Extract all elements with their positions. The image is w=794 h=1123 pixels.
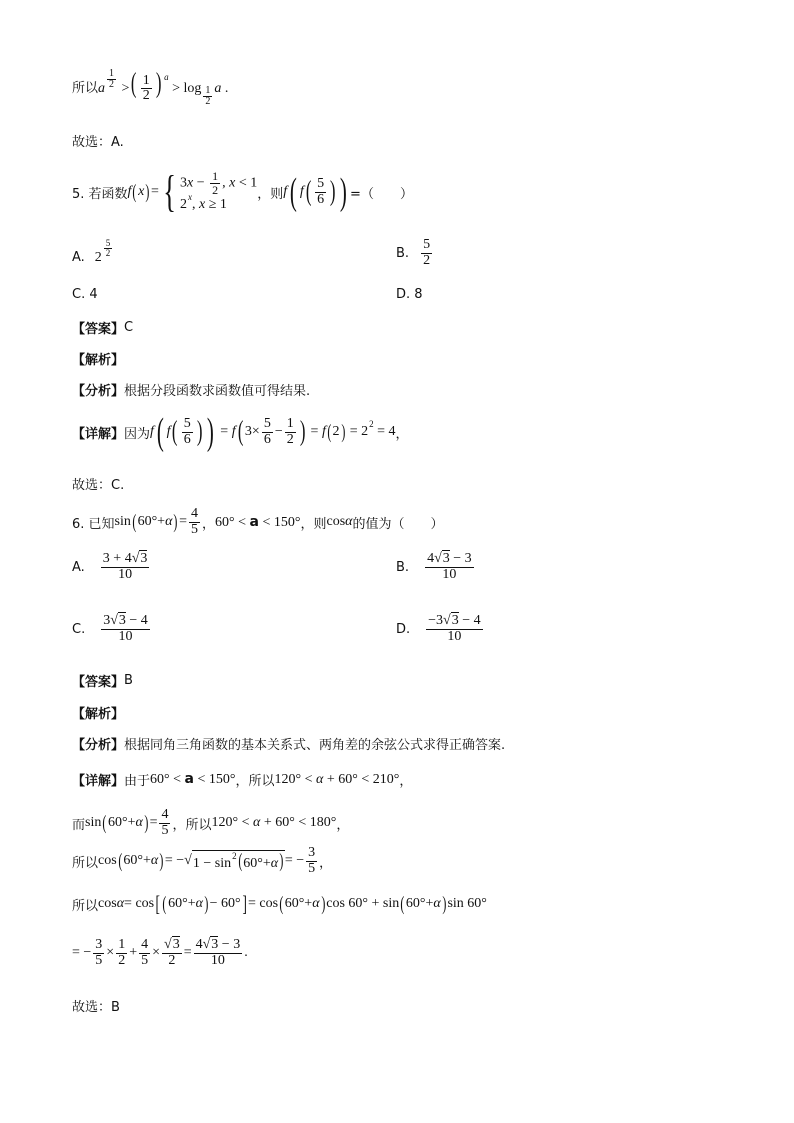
- q5-option-d: D. 8: [396, 287, 423, 302]
- detail-text: 所以: [72, 898, 99, 914]
- detail-prefix: 因为: [124, 426, 151, 442]
- q6-fenxi: [72, 734, 505, 753]
- choose-line: 故选：A.: [72, 135, 124, 150]
- option-letter: A.: [72, 559, 85, 575]
- option-math: $\frac{5}{2}$: [423, 237, 431, 268]
- fenxi-text: 根据同角三角函数的基本关系式、两角差的余弦公式求得正确答案.: [124, 738, 506, 753]
- q6-stem-mid: ，: [202, 516, 216, 532]
- fenxi-tag: 【分析】: [72, 738, 125, 753]
- q5-detail: 【详解】 因为 f ( f ( $\frac{5}{6}$ ) ) = f ( 3× $\frac{5}{6}$ − $\frac{1}{2}$ ) = f ( 2 ) = 2 2 = 4 ，: [72, 411, 409, 453]
- math-expression: a $\frac{1}{2}$ >( $\frac{1}{2}$ ) $^a$ > log $\frac{1}{2}$ a .: [98, 67, 229, 108]
- detail-math: 120° < α + 60° < 180°: [211, 815, 337, 831]
- option-letter: B.: [396, 245, 410, 261]
- detail-math: = − $\frac{3}{5}$ × $\frac{1}{2}$ + $\frac{4}{5}$ × $\frac{√3}{2}$ = $\frac{4√3 - 3}{10}$ .: [72, 937, 248, 968]
- q5-option-c: C. 4: [72, 287, 98, 302]
- q5-choose: 故选：C.: [72, 478, 125, 493]
- option-math: $\frac{3√3 - 4}{10}$: [103, 613, 148, 644]
- detail-math: f ( f ( $\frac{5}{6}$ ) ) = f ( 3× $\frac{5}{6}$ − $\frac{1}{2}$ ) = f ( 2 ) = 2 2 = 4: [150, 411, 396, 453]
- option-math: $\frac{-3√3 - 4}{10}$: [428, 613, 481, 644]
- q6-stem: [72, 507, 444, 537]
- q6-option-b: [396, 552, 476, 582]
- q5-option-a: [72, 238, 114, 268]
- option-letter: D.: [396, 621, 411, 637]
- q6-choose: 故选：B: [72, 1000, 120, 1015]
- option-letter: B.: [396, 559, 410, 575]
- q5-answer: [72, 318, 133, 337]
- q6-stem-prefix: 6. 已知: [72, 516, 115, 532]
- detail-text: ，所以: [235, 774, 275, 789]
- text: 所以: [72, 81, 99, 97]
- q6-detail-4: [72, 893, 487, 915]
- detail-math: 60° < a < 150°: [150, 771, 236, 787]
- answer-tag: 【答案】: [72, 322, 125, 337]
- conclusion-line: [72, 67, 229, 108]
- q5-option-b: [396, 238, 434, 268]
- detail-math: sin ( 60°+ α ) = $\frac{4}{5}$: [85, 807, 169, 838]
- q6-analysis-tag: 【解析】: [72, 707, 125, 722]
- detail-text: 所以: [72, 855, 99, 871]
- q6-detail-2: 而 sin ( 60°+ α ) = $\frac{4}{5}$ ，所以 120° < α + 60° < 180° ，: [72, 807, 350, 838]
- q5-stem-prefix: 5. 若函数: [72, 186, 128, 202]
- q6-answer: [72, 671, 133, 690]
- q6-detail-5: [72, 938, 248, 968]
- q6-range: 60° < a < 150°: [215, 513, 301, 530]
- q6-option-d: [396, 614, 485, 644]
- detail-text: 而: [72, 817, 86, 833]
- answer-value: C: [124, 320, 134, 335]
- detail-math: 120° < α + 60° < 210°: [274, 771, 400, 787]
- q5-stem-suffix: =（ ）: [350, 186, 413, 202]
- q6-detail-1: 【详解】 由于 60° < a < 150° ，所以 120° < α + 60° < 210° ，: [72, 771, 413, 789]
- detail-text: ，所以: [172, 817, 212, 833]
- q5-stem-mid: ，则: [257, 186, 284, 202]
- q5-function-def: f ( x ) = { 3x − $\frac{1}{2}$ , x < 1 2$^x$, x ≥ 1: [127, 167, 258, 217]
- detail-tag: 【详解】: [72, 426, 125, 442]
- fenxi-text: 根据分段函数求函数值可得结果.: [124, 384, 311, 399]
- q6-option-a: [72, 552, 151, 582]
- option-math: 2 $\frac{5}{2}$: [94, 238, 111, 266]
- q6-option-c: [72, 614, 152, 644]
- detail-math: cos ( 60°+ α ) = −√ $1 - \sin^2(60^\circ+\alpha)$ = − $\frac{3}{5}$: [98, 845, 316, 876]
- option-letter: A.: [72, 250, 85, 266]
- q5-target-expr: f ( f ( $\frac{5}{6}$ ) ): [283, 171, 348, 214]
- q6-target: cosα: [326, 514, 353, 530]
- q6-condition: sin ( 60°+ α ) = $\frac{4}{5}$: [114, 506, 198, 537]
- detail-tag: 【详解】: [72, 774, 125, 789]
- q5-stem: [72, 167, 413, 217]
- q5-fenxi: [72, 380, 310, 399]
- q6-detail-3: 所以 cos ( 60°+ α ) = −√ $1 - \sin^2(60^\circ+\alpha)$ = − $\frac{3}{5}$ ，: [72, 845, 333, 876]
- option-math: $\frac{4√3 - 3}{10}$: [427, 551, 472, 582]
- fenxi-tag: 【分析】: [72, 384, 125, 399]
- q5-analysis-tag: 【解析】: [72, 353, 125, 368]
- detail-text: 由于: [124, 774, 151, 789]
- answer-value: B: [124, 673, 133, 688]
- detail-math: cos α = cos [ ( 60°+ α ) − 60° ] = cos ( 60°+ α ) cos 60° + sin ( 60°+ α ) sin 60°: [98, 891, 487, 916]
- q6-stem-suffix: ，则: [300, 516, 327, 532]
- option-math: $\frac{3 + 4√3}{10}$: [102, 551, 148, 582]
- option-letter: C.: [72, 621, 86, 637]
- answer-tag: 【答案】: [72, 675, 125, 690]
- q6-stem-tail: 的值为（ ）: [352, 516, 444, 532]
